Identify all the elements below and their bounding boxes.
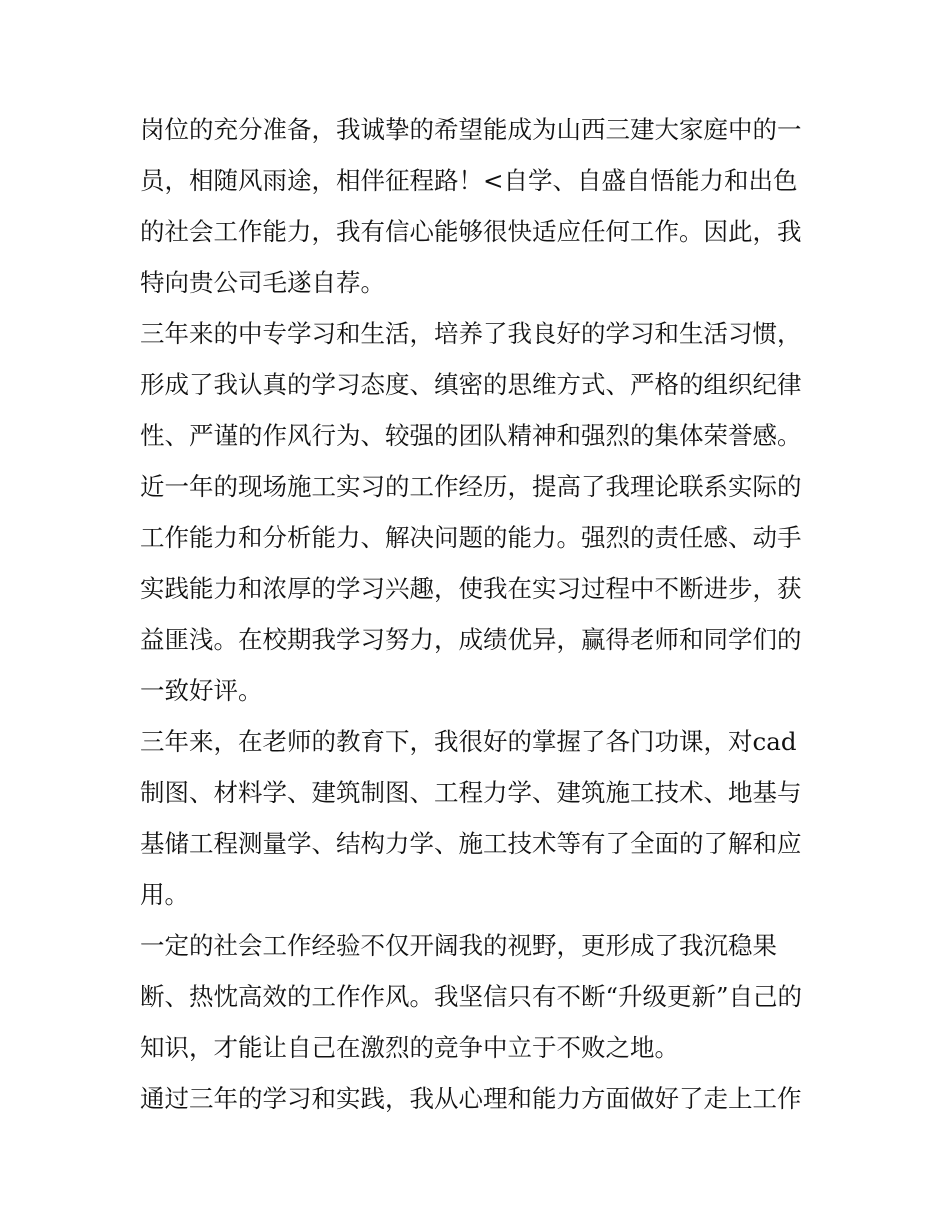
text-line: 近一年的现场施工实习的工作经历，提高了我理论联系实际的	[140, 472, 802, 501]
text-line: 三年来，在老师的教育下，我很好的掌握了各门功课，对cad	[140, 727, 797, 756]
text-line: 工作能力和分析能力、解决问题的能力。强烈的责任感、动手	[140, 523, 802, 552]
text-line: 性、严谨的作风行为、较强的团队精神和强烈的集体荣誉感。	[140, 421, 802, 450]
text-line: 形成了我认真的学习态度、缜密的思维方式、严格的组织纪律	[140, 370, 802, 399]
text-line: 员，相随风雨途，相伴征程路！<自学、自盛自悟能力和出色	[140, 166, 798, 195]
text-line: 三年来的中专学习和生活，培养了我良好的学习和生活习惯，	[140, 319, 802, 348]
text-line: 用。	[140, 880, 189, 909]
text-line: 制图、材料学、建筑制图、工程力学、建筑施工技术、地基与	[140, 778, 802, 807]
text-line: 的社会工作能力，我有信心能够很快适应任何工作。因此，我	[140, 217, 802, 246]
text-line: 通过三年的学习和实践，我从心理和能力方面做好了走上工作	[140, 1084, 802, 1113]
text-line: 特向贵公司毛遂自荐。	[140, 268, 385, 297]
text-line: 一定的社会工作经验不仅开阔我的视野，更形成了我沉稳果	[140, 931, 777, 960]
text-line: 益匪浅。在校期我学习努力，成绩优异，赢得老师和同学们的	[140, 625, 802, 654]
text-line: 实践能力和浓厚的学习兴趣，使我在实习过程中不断进步，获	[140, 574, 802, 603]
text-line: 岗位的充分准备，我诚挚的希望能成为山西三建大家庭中的一	[140, 115, 802, 144]
text-line: 基储工程测量学、结构力学、施工技术等有了全面的了解和应	[140, 829, 802, 858]
text-line: 断、热忱高效的工作作风。我坚信只有不断“升级更新”自己的	[140, 982, 803, 1011]
document-body	[140, 104, 820, 1124]
text-line: 知识，才能让自己在激烈的竞争中立于不败之地。	[140, 1033, 679, 1062]
text-line: 一致好评。	[140, 676, 263, 705]
